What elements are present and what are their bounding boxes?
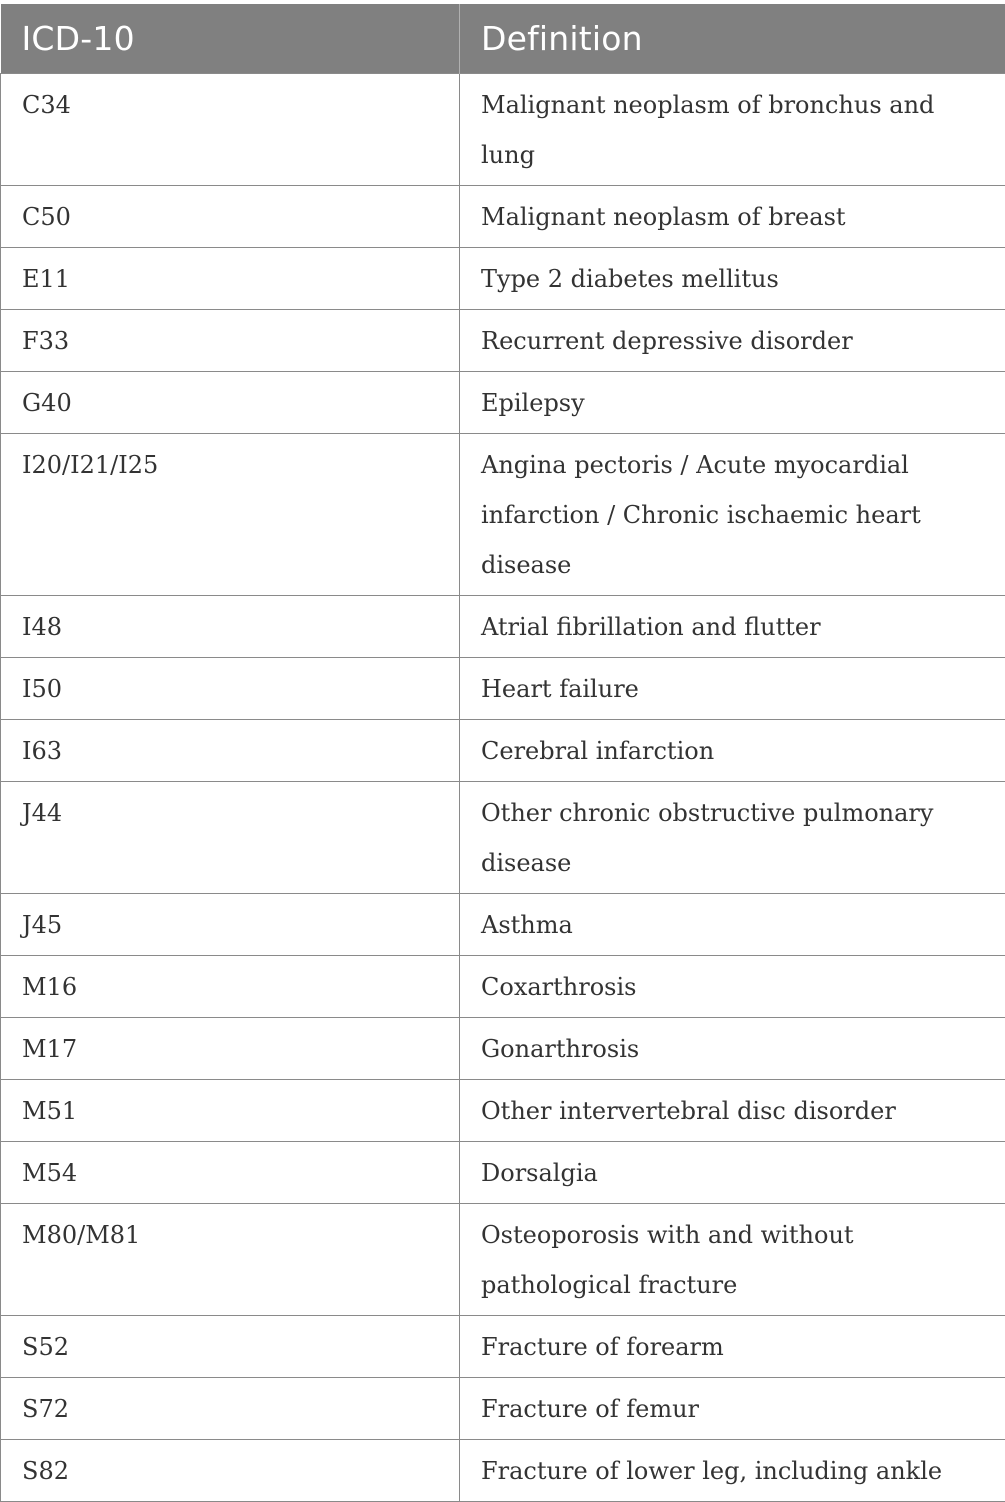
table-row [1, 1377, 1005, 1439]
icd-code-cell: I20/I21/I25 [1, 433, 460, 595]
definition-cell: Asthma [460, 893, 1005, 955]
icd-code-cell: I63 [1, 719, 460, 781]
icd-code-cell: S52 [1, 1315, 460, 1377]
icd-code-cell: F33 [1, 309, 460, 371]
table-row [1, 433, 1005, 595]
icd-table [0, 4, 1005, 1502]
table-row [1, 1439, 1005, 1501]
icd-code-cell: J44 [1, 781, 460, 893]
icd-code-cell: E11 [1, 247, 460, 309]
header-row [1, 4, 1005, 73]
table-row [1, 247, 1005, 309]
icd-code-cell: M80/M81 [1, 1203, 460, 1315]
definition-cell: Coxarthrosis [460, 955, 1005, 1017]
table-body [1, 73, 1005, 1501]
definition-cell: Gonarthrosis [460, 1017, 1005, 1079]
definition-cell: Heart failure [460, 657, 1005, 719]
table-row [1, 719, 1005, 781]
icd-code-cell: S82 [1, 1439, 460, 1501]
definition-cell: Angina pectoris / Acute myocardial infarction / Chronic ischaemic heart disease [460, 433, 1005, 595]
table-row [1, 1203, 1005, 1315]
table-row [1, 371, 1005, 433]
icd-code-cell: J45 [1, 893, 460, 955]
definition-cell: Malignant neoplasm of breast [460, 185, 1005, 247]
definition-cell: Other chronic obstructive pulmonary disease [460, 781, 1005, 893]
table-header [1, 4, 1005, 73]
icd-code-cell: C34 [1, 73, 460, 185]
table-row [1, 73, 1005, 185]
table-row [1, 1079, 1005, 1141]
icd-code-cell: M54 [1, 1141, 460, 1203]
definition-cell: Recurrent depressive disorder [460, 309, 1005, 371]
definition-cell: Other intervertebral disc disorder [460, 1079, 1005, 1141]
table-row [1, 1017, 1005, 1079]
icd-code-cell: S72 [1, 1377, 460, 1439]
icd-code-cell: M51 [1, 1079, 460, 1141]
definition-cell: Malignant neoplasm of bronchus and lung [460, 73, 1005, 185]
table-row [1, 595, 1005, 657]
definition-cell: Dorsalgia [460, 1141, 1005, 1203]
icd-code-cell: M17 [1, 1017, 460, 1079]
icd-code-cell: M16 [1, 955, 460, 1017]
icd-code-cell: C50 [1, 185, 460, 247]
definition-cell: Osteoporosis with and without pathological fracture [460, 1203, 1005, 1315]
header-icd10: ICD-10 [1, 4, 460, 73]
icd-code-cell: G40 [1, 371, 460, 433]
table-row [1, 185, 1005, 247]
table-row [1, 1141, 1005, 1203]
definition-cell: Cerebral infarction [460, 719, 1005, 781]
icd-code-cell: I50 [1, 657, 460, 719]
definition-cell: Fracture of lower leg, including ankle [460, 1439, 1005, 1501]
header-definition: Definition [460, 4, 1005, 73]
definition-cell: Fracture of forearm [460, 1315, 1005, 1377]
table-row [1, 781, 1005, 893]
definition-cell: Atrial fibrillation and flutter [460, 595, 1005, 657]
table-row [1, 309, 1005, 371]
table-row [1, 893, 1005, 955]
definition-cell: Fracture of femur [460, 1377, 1005, 1439]
table-row [1, 955, 1005, 1017]
definition-cell: Type 2 diabetes mellitus [460, 247, 1005, 309]
icd-code-cell: I48 [1, 595, 460, 657]
table-row [1, 1315, 1005, 1377]
definition-cell: Epilepsy [460, 371, 1005, 433]
table-row [1, 657, 1005, 719]
icd-table-container [0, 4, 1005, 1502]
